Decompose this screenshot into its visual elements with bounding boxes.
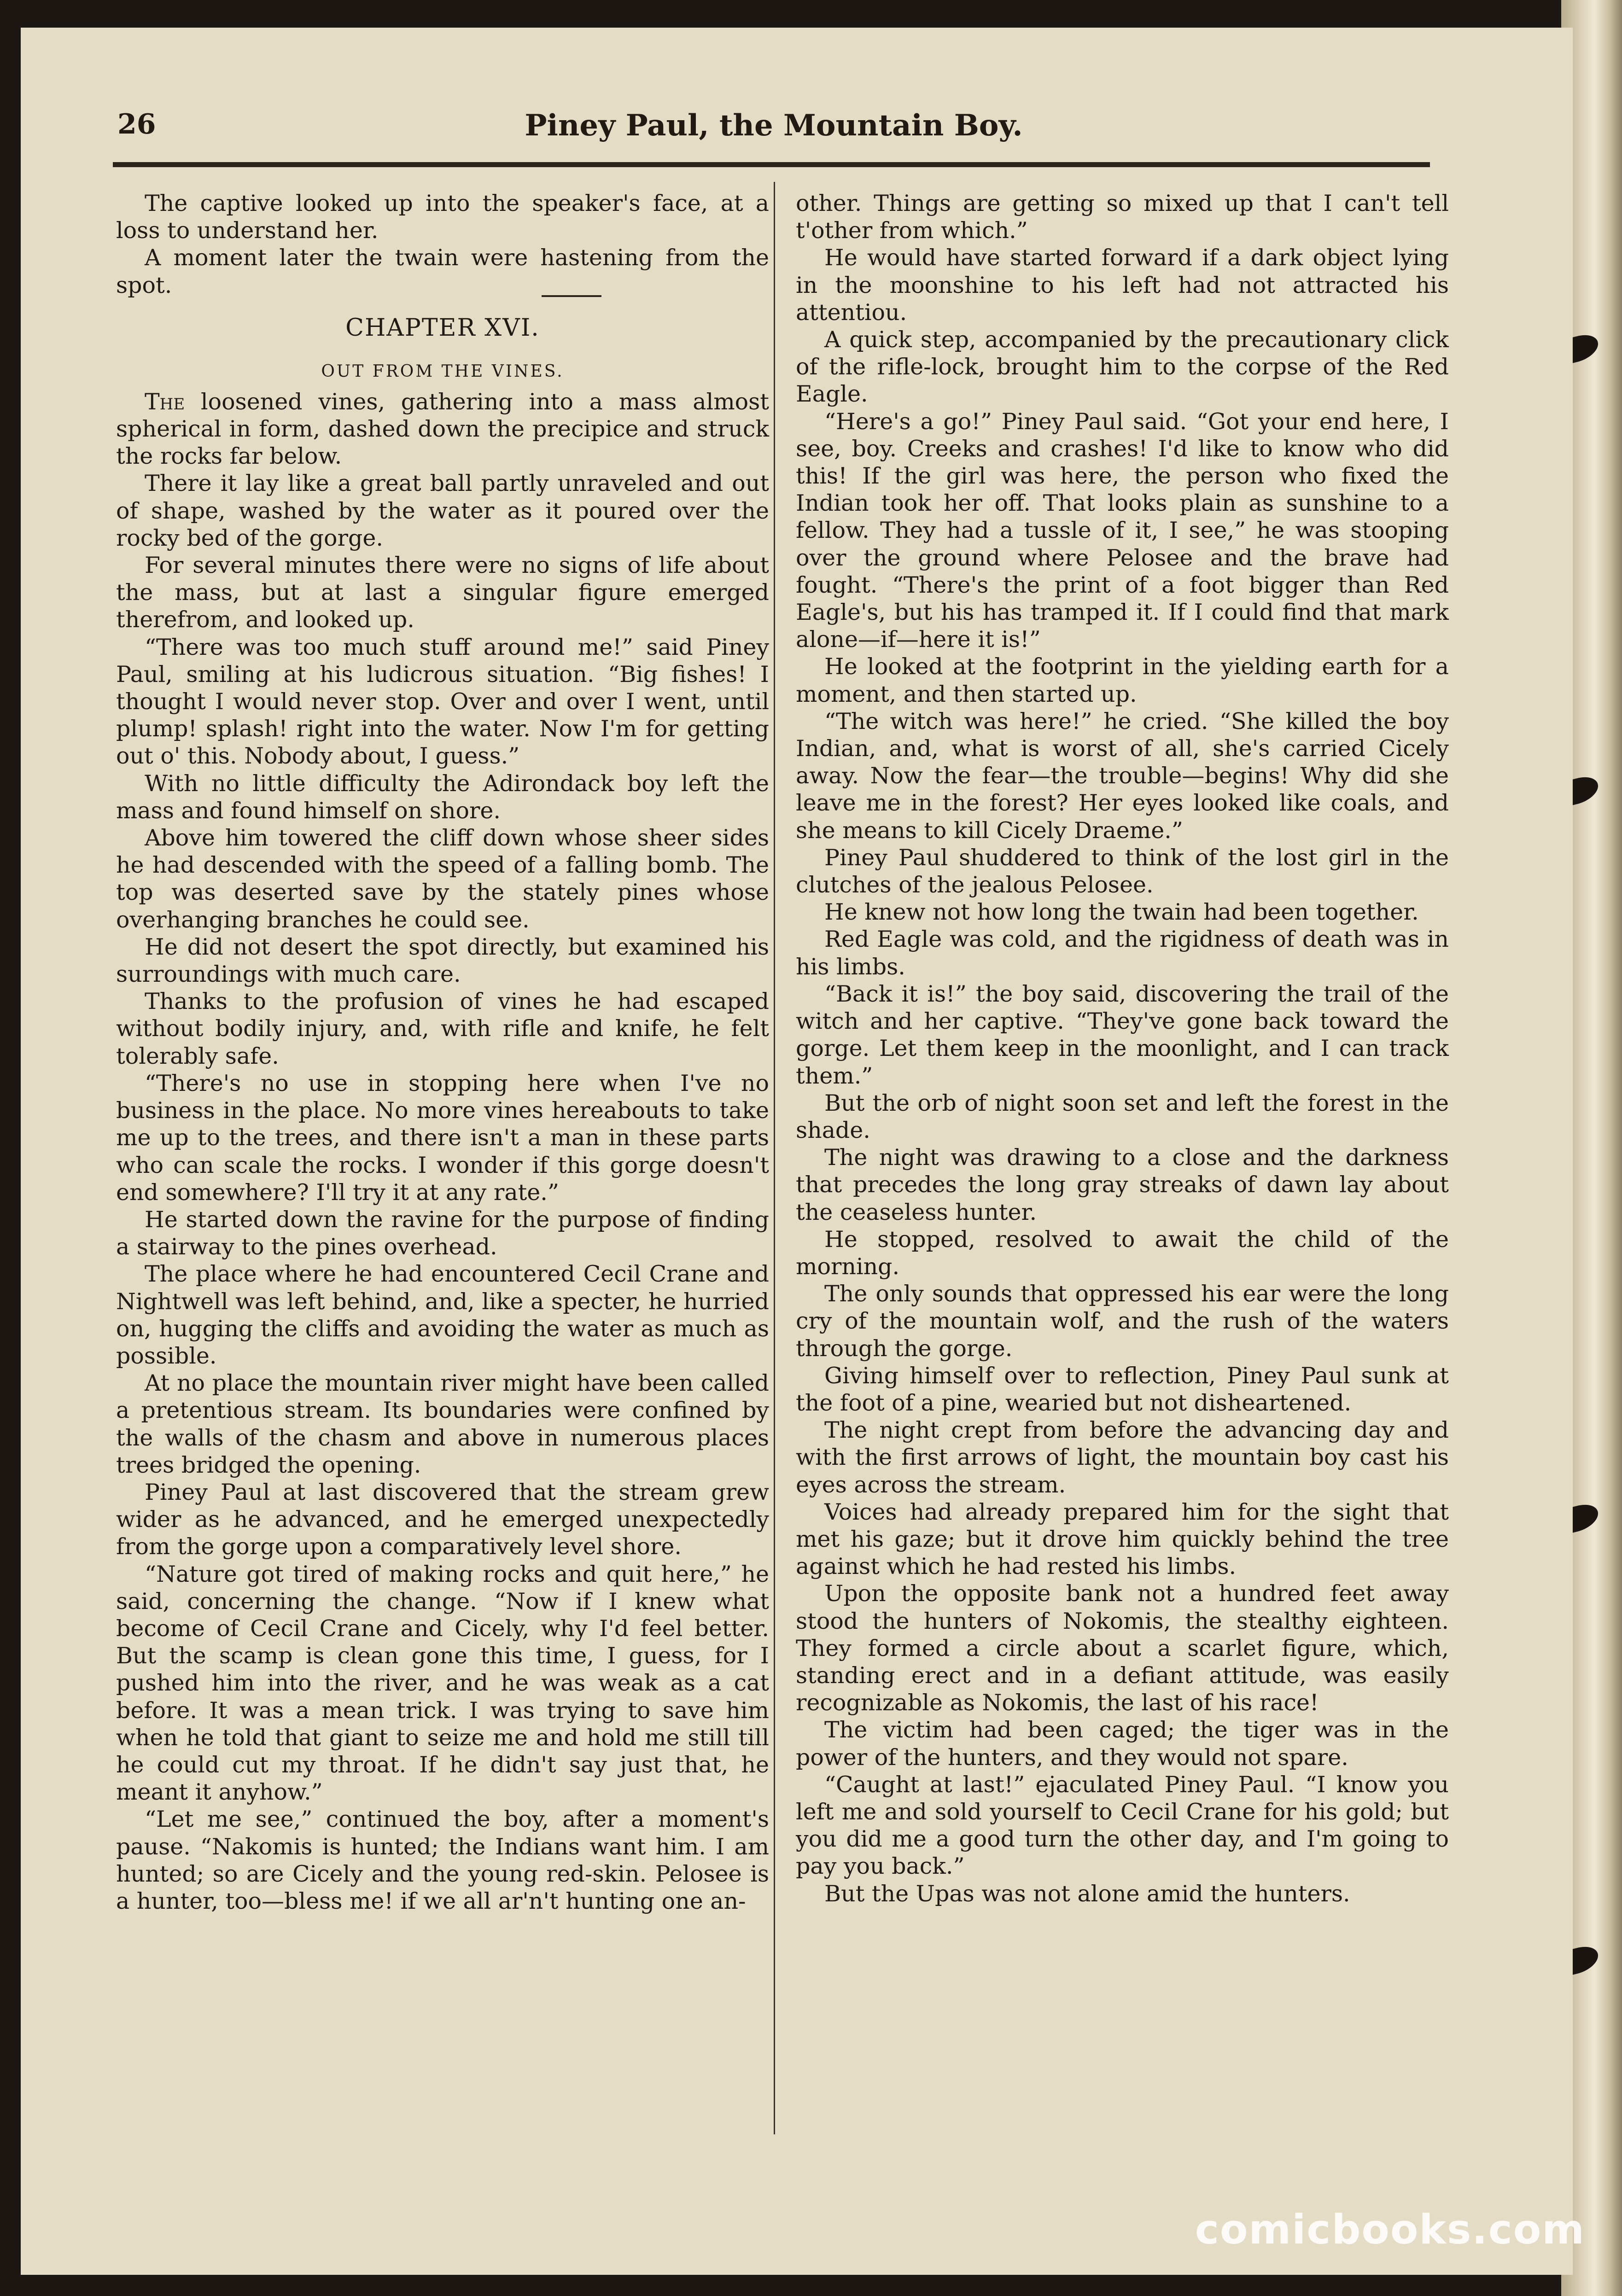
paragraph: For several minutes there were no signs of life about the mass, but at last a singular figure emerged therefrom, and looked up. — [116, 552, 769, 633]
paragraph: Giving himself over to reflection, Piney Paul sunk at the foot of a pine, wearied but not disheartened. — [796, 1362, 1449, 1416]
page-number: 26 — [117, 108, 156, 140]
running-title: Piney Paul, the Mountain Boy. — [525, 108, 1023, 143]
paragraph: The night crept from before the advancing day and with the first arrows of light, the mountain boy cast his eyes across the stream. — [796, 1417, 1449, 1498]
header-rule — [113, 162, 1430, 167]
paragraph: He started down the ravine for the purpose of finding a stairway to the pines overhead. — [116, 1206, 769, 1260]
paragraph: “The witch was here!” he cried. “She killed the boy Indian, and, what is worst of all, she's carried Cicely away. Now the fear—the trouble—begins! Why did she leave me in the forest? Her eyes looked like coals, and she means to kill Cicely Draeme.” — [796, 708, 1449, 844]
page-header — [117, 108, 1430, 150]
paragraph: He would have started forward if a dark object lying in the moonshine to his left had not attracted his attentiou. — [796, 245, 1449, 326]
paragraph: “Caught at last!” ejaculated Piney Paul. “I know you left me and sold yourself to Cecil Crane for his gold; but you did me a good turn the other day, and I'm going to pay you back.” — [796, 1771, 1449, 1880]
lead-word: The — [145, 388, 185, 415]
paragraph: Piney Paul shuddered to think of the lost girl in the clutches of the jealous Pelosee. — [796, 844, 1449, 898]
paragraph: Piney Paul at last discovered that the stream grew wider as he advanced, and he emerged unexpectedly from the gorge upon a comparatively level shore. — [116, 1479, 769, 1560]
column-divider — [774, 182, 775, 2134]
paragraph: “There's no use in stopping here when I've no business in the place. No more vines hereabouts to take me up to the trees, and there isn't a man in these parts who can scale the rocks. I wonder if this gorge doesn't end somewhere? I'll try it at any rate.” — [116, 1070, 769, 1206]
paragraph: The captive looked up into the speaker's face, at a loss to understand her. — [116, 190, 769, 244]
paragraph: He looked at the footprint in the yielding earth for a moment, and then started up. — [796, 653, 1449, 707]
paragraph: “Here's a go!” Piney Paul said. “Got your end here, I see, boy. Creeks and crashes! I'd like to know who did this! If the girl was here, the person who fixed the Indian took her off. That looks plain as sunshine to a fellow. They had a tussle of it, I see,” he was stooping over the ground where Pelosee and the brave had fought. “There's the print of a foot bigger than Red Eagle's, but his has tramped it. If I could find that mark alone—if—here it is!” — [796, 408, 1449, 653]
left-column — [116, 190, 769, 1915]
chapter-subtitle: OUT FROM THE VINES. — [321, 361, 564, 381]
paragraph: A moment later the twain were hastening from the spot. — [116, 245, 769, 298]
paragraph: The night was drawing to a close and the darkness that precedes the long gray streaks of dawn lay about the ceaseless hunter. — [796, 1144, 1449, 1225]
paragraph: But the orb of night soon set and left the forest in the shade. — [796, 1090, 1449, 1143]
paragraph: But the Upas was not alone amid the hunters. — [824, 1880, 1350, 1907]
paragraph: The victim had been caged; the tiger was in the power of the hunters, and they would not spare. — [796, 1717, 1449, 1771]
paragraph: With no little difficulty the Adirondack boy left the mass and found himself on shore. — [116, 770, 769, 824]
paragraph: “Nature got tired of making rocks and quit here,” he said, concerning the change. “Now if I knew what become of Cecil Crane and Cicely, why I'd feel better. But the scamp is clean gone this time, I guess, for I pushed him into the river, and he was weak as a cat before. It was a mean trick. I was trying to save him when he told that giant to seize me and hold me still till he could cut my throat. If he didn't say just that, he meant it anyhow.” — [116, 1561, 769, 1806]
section-rule — [542, 295, 601, 297]
paragraph: “Back it is!” the boy said, discovering the trail of the witch and her captive. “They've gone back toward the gorge. Let them keep in the moonlight, and I can track them.” — [796, 980, 1449, 1089]
paragraph — [116, 388, 769, 470]
paragraph: “There was too much stuff around me!” said Piney Paul, smiling at his ludicrous situation. “Big fishes! I thought I would never stop. Over and over I went, until plump! splash! right into the water. Now I'm for getting out o' this. Nobody about, I guess.” — [116, 634, 769, 769]
chapter-title: CHAPTER XVI. — [345, 314, 540, 342]
paragraph: Voices had already prepared him for the sight that met his gaze; but it drove him quickly behind the tree against which he had rested his limbs. — [796, 1498, 1449, 1580]
paragraph: He stopped, resolved to await the child of the morning. — [796, 1226, 1449, 1280]
paragraph: The only sounds that oppressed his ear were the long cry of the mountain wolf, and the rush of the waters through the gorge. — [796, 1281, 1449, 1362]
paragraph: Thanks to the profusion of vines he had escaped without bodily injury, and, with rifle and knife, he felt tolerably safe. — [116, 988, 769, 1069]
paragraph: A quick step, accompanied by the precautionary click of the rifle-lock, brought him to the corpse of the Red Eagle. — [796, 326, 1449, 408]
paragraph-text: loosened vines, gathering into a mass almost spherical in form, dashed down the precipice and struck the rocks far below. — [116, 388, 769, 470]
paragraph: Upon the opposite bank not a hundred feet away stood the hunters of Nokomis, the stealthy eighteen. They formed a circle about a scarlet figure, which, standing erect and in a defiant attitude, was easily recognizable as Nokomis, the last of his race! — [796, 1580, 1449, 1716]
paragraph: He knew not how long the twain had been together. — [824, 899, 1419, 926]
right-column — [796, 190, 1449, 1907]
paragraph: The place where he had encountered Cecil Crane and Nightwell was left behind, and, like a specter, he hurried on, hugging the cliffs and avoiding the water as much as possible. — [116, 1261, 769, 1369]
paragraph: Above him towered the cliff down whose sheer sides he had descended with the speed of a falling bomb. The top was deserted save by the stately pines whose overhanging branches he could see. — [116, 825, 769, 933]
paragraph: He did not desert the spot directly, but examined his surroundings with much care. — [116, 933, 769, 988]
paragraph: “Let me see,” continued the boy, after a moment's pause. “Nakomis is hunted; the Indians want him. I am hunted; so are Cicely and the young red-skin. Pelosee is a hunter, too—bless me! if we all ar'n't hunting one an- — [116, 1806, 769, 1914]
paragraph: At no place the mountain river might have been called a pretentious stream. Its boundaries were confined by the walls of the chasm and above in numerous places trees bridged the opening. — [116, 1370, 769, 1478]
paragraph: Red Eagle was cold, and the rigidness of death was in his limbs. — [796, 926, 1449, 980]
paragraph: other. Things are getting so mixed up that I can't tell t'other from which.” — [796, 190, 1449, 244]
watermark: comicbooks.com — [1195, 2206, 1585, 2253]
paragraph: There it lay like a great ball partly unraveled and out of shape, washed by the water as it poured over the rocky bed of the gorge. — [116, 470, 769, 551]
